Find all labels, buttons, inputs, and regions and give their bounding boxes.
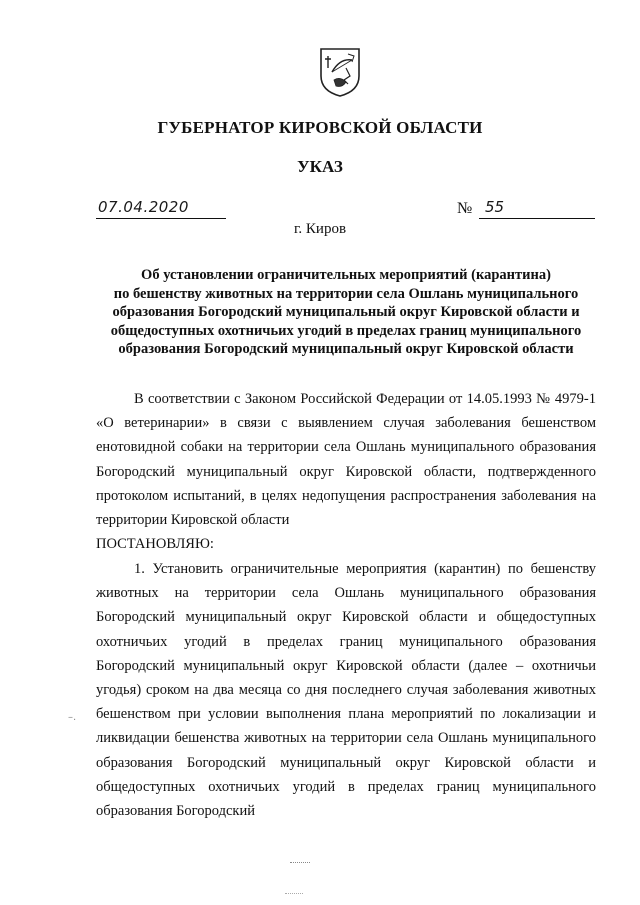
paragraph-point-1	[96, 557, 596, 823]
document-number: 55	[485, 198, 505, 216]
paragraph-preamble	[96, 387, 596, 532]
number-field	[479, 200, 595, 219]
heading-line: общедоступных охотничьих угодий в пределах границ муниципального	[110, 322, 582, 339]
number-label: №	[457, 200, 473, 217]
decree-word: ПОСТАНОВЛЯЮ:	[96, 536, 214, 552]
document-heading	[96, 266, 596, 359]
margin-mark: –.	[68, 712, 77, 723]
heading-line: по бешенству животных на территории села Ошлань муниципального	[113, 285, 579, 302]
preamble-text: В соответствии с Законом Российской Федерации от 14.05.1993 № 4979-1 «О ветеринарии» в связи с выявлением случая заболевания бешенством енотовидной собаки на территории села Ошлань муниципального образования Богородский муниципальный округ Кировской области, подтвержденного протоколом испытаний, в целях недопущения распространения заболевания на территории Кировской области	[96, 391, 596, 529]
footer-mark	[285, 893, 303, 894]
coat-of-arms-icon	[318, 46, 362, 98]
heading-line: Об установлении ограничительных мероприятий (карантина)	[141, 267, 551, 283]
heading-line: образования Богородский муниципальный округ Кировской области	[118, 341, 574, 357]
governor-title: ГУБЕРНАТОР КИРОВСКОЙ ОБЛАСТИ	[157, 118, 483, 137]
point-1-text: 1. Установить ограничительные мероприятия (карантин) по бешенству животных на территории села Ошлань муниципального образования Богородский муниципальный округ Кировской области и общедоступных охотничьих угодий в пределах границ муниципального образования Богородский муниципальный округ Кировской области (далее – охотничьи угодья) сроком на два месяца со дня последнего случая заболевания животных бешенством при условии выполнения плана мероприятий по локализации и ликвидации бешенства животных на территории села Ошлань муниципального образования Богородский муниципальный округ Кировской области и общедоступных охотничьих угодий в пределах границ муниципального образования Богородский	[96, 561, 596, 820]
document-date: 07.04.2020	[98, 198, 189, 216]
date-field	[96, 200, 226, 219]
document-type: УКАЗ	[297, 157, 343, 176]
city: г. Киров	[293, 221, 347, 237]
heading-line: образования Богородский муниципальный округ Кировской области и	[112, 304, 580, 320]
footer-mark	[290, 862, 310, 863]
